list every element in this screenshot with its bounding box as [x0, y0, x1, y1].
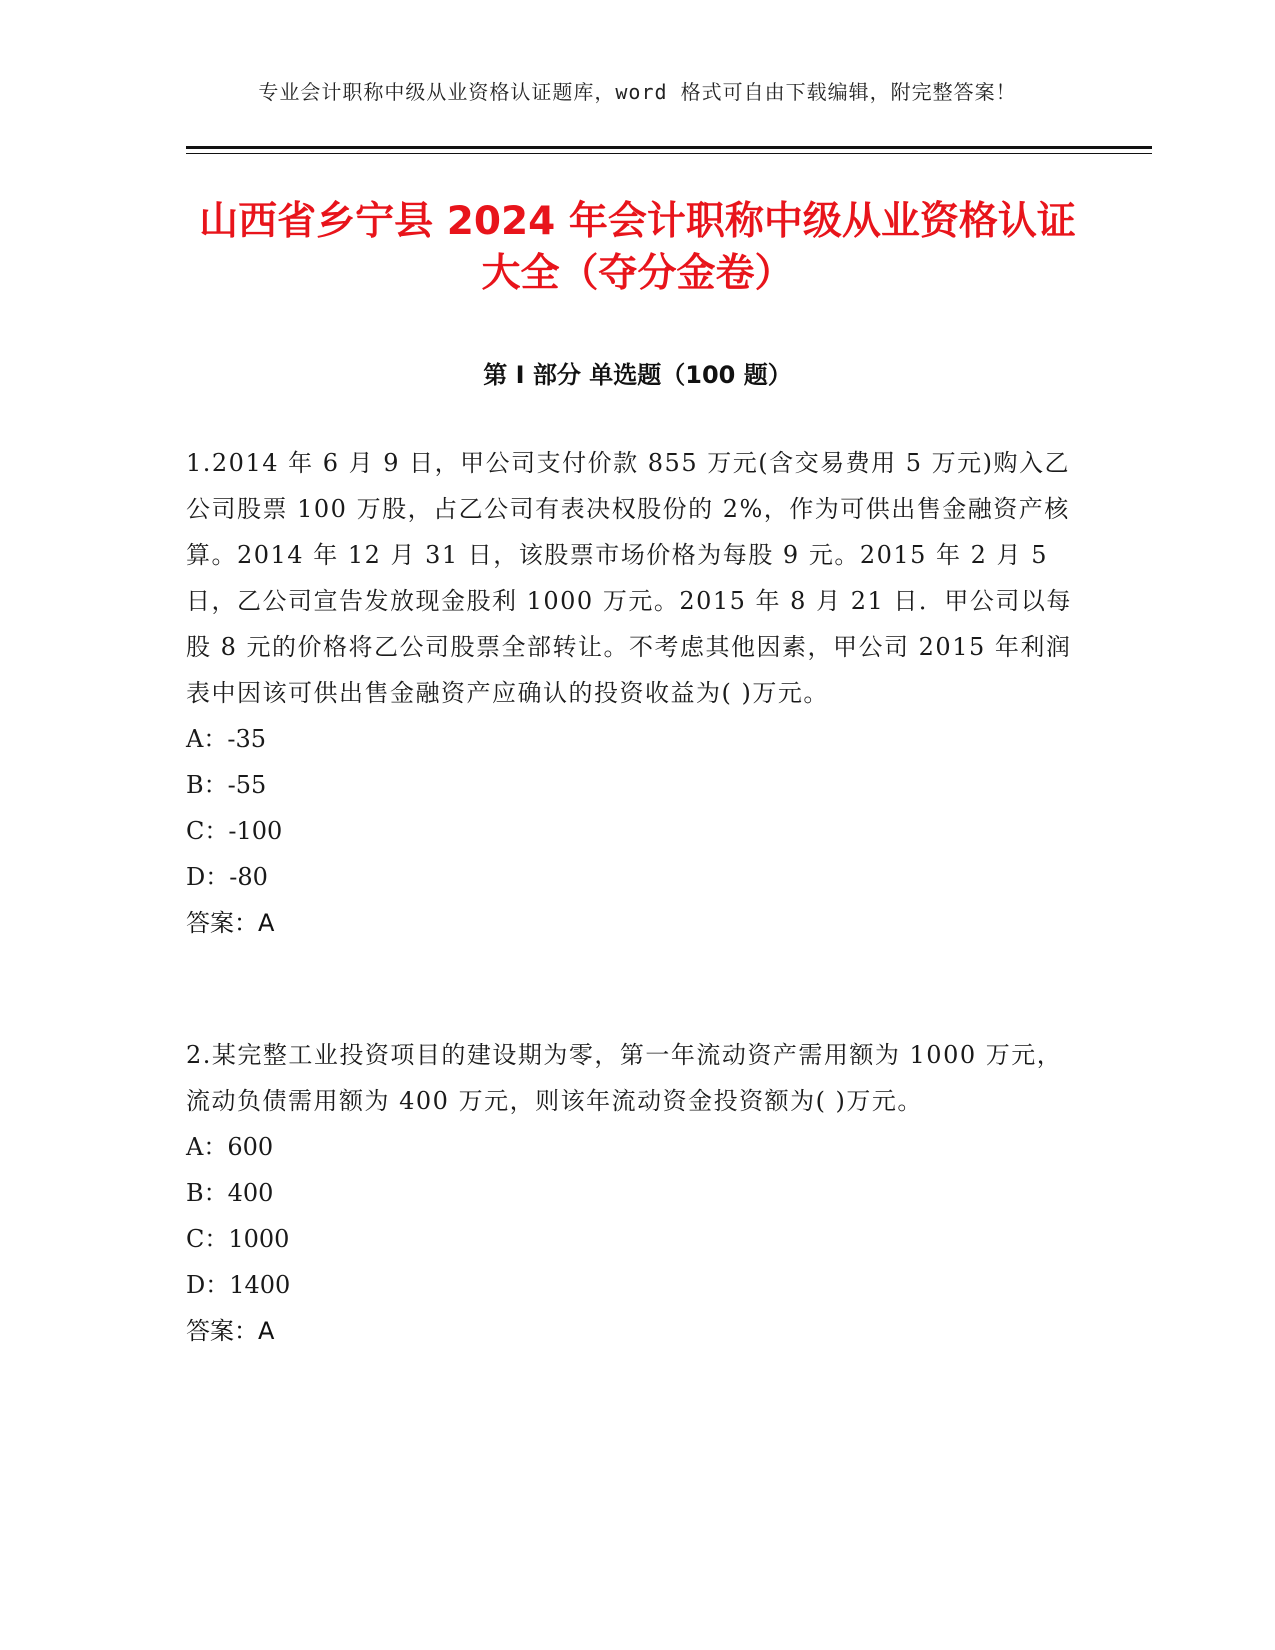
- header-note: 专业会计职称中级从业资格认证题库，word 格式可自由下载编辑，附完整答案！: [258, 80, 1017, 104]
- question-stem: 1.2014 年 6 月 9 日，甲公司支付价款 855 万元(含交易费用 5 万元)购入乙公司股票 100 万股，占乙公司有表决权股份的 2%，作为可供出售金融资产核算。2014 年 12 月 31 日，该股票市场价格为每股 9 元。2015 年 2 月 5 日，乙公司宣告发放现金股利 1000 万元。2015 年 8 月 21 日．甲公司以每股 8 元的价格将乙公司股票全部转让。不考虑其他因素，甲公司 2015 年利润表中因该可供出售金融资产应确认的投资收益为( )万元。: [186, 449, 1072, 707]
- option-c: C：1000: [186, 1225, 290, 1253]
- section-title: 第 I 部分 单选题（100 题）: [483, 361, 792, 389]
- answer: 答案：A: [186, 1317, 275, 1345]
- option-d: D：-80: [186, 863, 268, 891]
- option-a: A：600: [186, 1133, 274, 1161]
- document-title: 山西省乡宁县 2024 年会计职称中级从业资格认证大全（夺分金卷）: [199, 199, 1076, 296]
- option-b: B：-55: [186, 771, 267, 799]
- answer: 答案：A: [186, 909, 275, 937]
- option-c: C：-100: [186, 817, 283, 845]
- option-b: B：400: [186, 1179, 274, 1207]
- option-d: D：1400: [186, 1271, 291, 1299]
- question-2: [186, 1032, 1076, 1354]
- question-1: [186, 440, 1076, 946]
- header-rule-thin: [186, 153, 1152, 154]
- header-rule-thick: [186, 146, 1152, 149]
- option-a: A：-35: [186, 725, 266, 753]
- question-stem: 2.某完整工业投资项目的建设期为零，第一年流动资产需用额为 1000 万元，流动负债需用额为 400 万元，则该年流动资金投资额为( )万元。: [186, 1041, 1063, 1115]
